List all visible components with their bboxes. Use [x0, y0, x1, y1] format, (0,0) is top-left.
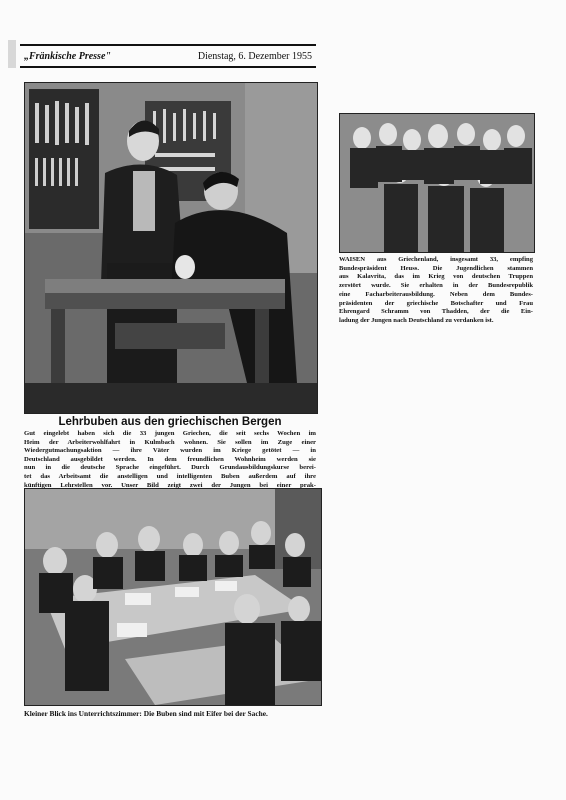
issue-date: Dienstag, 6. Dezember 1955 — [197, 50, 312, 62]
classroom-photo — [24, 488, 322, 706]
article-body-line: tet das Arbeitsamt die anstelligen und intelligenten Buben außerdem auf ihre — [24, 472, 316, 480]
classroom-caption: Kleiner Blick ins Unterrichtszimmer: Die Buben sind mit Eifer bei der Sache. — [24, 709, 268, 718]
newspaper-masthead — [20, 44, 316, 68]
article-body-line: künftigen Lehrstellen vor. Unser Bild zeigt zwei der Jungen bei einer prak- — [24, 481, 316, 489]
reception-caption-line: Ehrengard Schramm von Thadden, der die Ein- — [339, 308, 533, 316]
reception-photo — [339, 113, 535, 253]
reception-caption-line: präsidenten der griechische Botschafter und Frau — [339, 299, 533, 307]
workshop-photo — [24, 82, 318, 414]
article-body-line: Heim der Arbeiterwohlfahrt in Kulmbach wohnen. Sie sollen im Zuge einer — [24, 438, 316, 446]
article-headline: Lehrbuben aus den griechischen Bergen — [58, 416, 282, 428]
reception-caption — [339, 256, 533, 326]
newspaper-name: „Fränkische Presse" — [24, 50, 111, 62]
reception-caption-line: Bundespräsident Heuss. Die Jugendlichen stammen — [339, 264, 533, 272]
article-body-line: nun in die deutsche Sprache eingeführt. Durch Grundausbildungskurse berei- — [24, 464, 316, 472]
article-body-line: Deutschland ausgebildet werden. In dem freundlichen Wohnheim werden sie — [24, 455, 316, 463]
reception-caption-line: ladung der Jungen nach Deutschland zu verdanken ist. — [339, 316, 494, 324]
reception-caption-line: zerstört wurde. Sie erhalten in der Bundesrepublik — [339, 282, 533, 290]
reception-caption-line: eine Facharbeiterausbildung. Neben dem Bundes- — [339, 290, 533, 298]
reception-caption-line: WAISEN aus Griechenland, insgesamt 33, empfing — [339, 256, 533, 263]
article-body-line: Wiedergutmachungsaktion — ihre Väter wurden im Kriege getötet — in — [24, 447, 316, 455]
scan-margin-mark — [8, 40, 16, 68]
article-body-line: Gut eingelebt haben sich die 33 jungen Griechen, die seit sechs Wochen im — [24, 430, 316, 437]
reception-caption-line: aus Kalavrita, das im Krieg von deutschen Truppen — [339, 273, 533, 281]
